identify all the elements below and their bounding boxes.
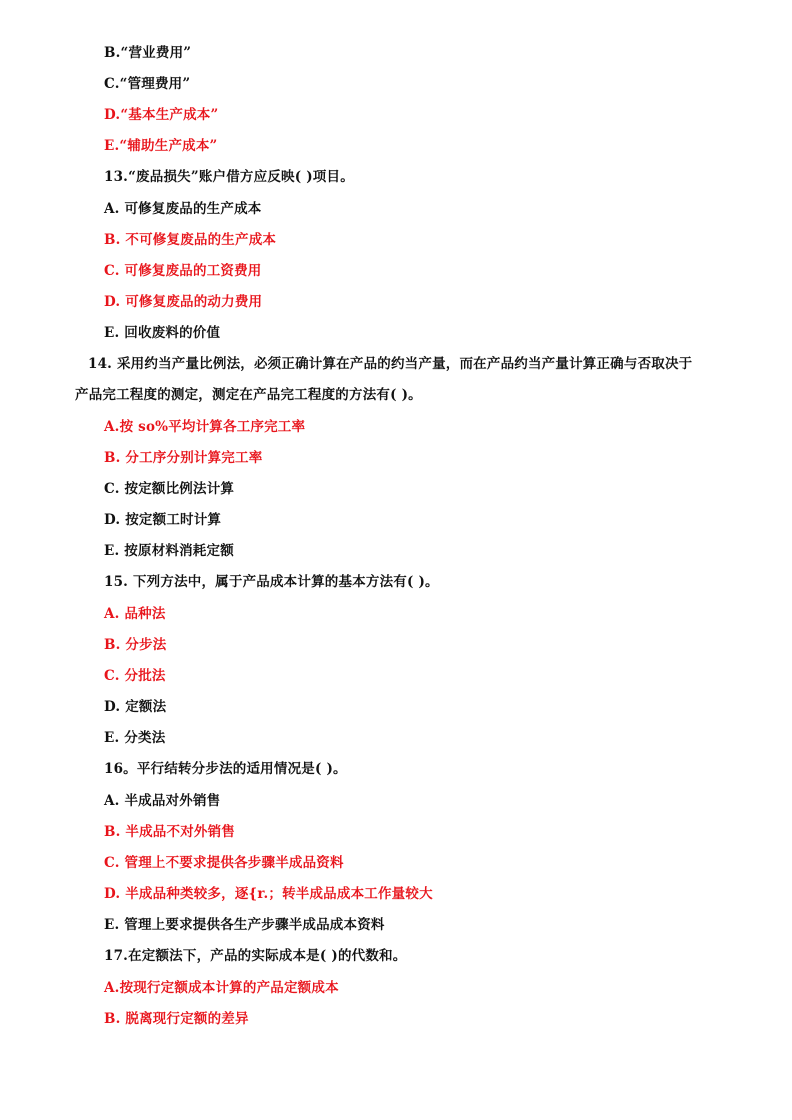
q13-option-e: E. 回收废料的价值 xyxy=(104,325,221,341)
answer-option-e-line: E.“辅助生产成本” xyxy=(104,138,218,154)
q17-option-a: A.按现行定额成本计算的产品定额成本 xyxy=(104,980,339,996)
q16-option-d: D. 半成品种类较多，逐{r.；转半成品成本工作量较大 xyxy=(104,886,433,902)
question-17: 17.在定额法下，产品的实际成本是( )的代数和。 xyxy=(104,948,407,964)
q14-option-d: D. 按定额工时计算 xyxy=(104,512,222,528)
q16-option-c: C. 管理上不要求提供各步骤半成品资料 xyxy=(104,855,344,871)
q13-option-c: C. 可修复废品的工资费用 xyxy=(104,263,262,279)
q15-option-c: C. 分批法 xyxy=(104,668,166,684)
q13-option-b: B. 不可修复废品的生产成本 xyxy=(104,232,277,248)
question-14-line-2: 产品完工程度的测定，测定在产品完工程度的方法有( )。 xyxy=(75,387,422,403)
q17-option-b: B. 脱离现行定额的差异 xyxy=(104,1011,249,1027)
question-15: 15. 下列方法中，属于产品成本计算的基本方法有( )。 xyxy=(104,574,439,590)
question-16: 16。平行结转分步法的适用情况是( )。 xyxy=(104,761,347,777)
q15-option-b: B. 分步法 xyxy=(104,637,167,653)
q14-option-b: B. 分工序分别计算完工率 xyxy=(104,450,263,466)
q15-option-d: D. 定额法 xyxy=(104,699,167,715)
question-13: 13.“废品损失”账户借方应反映( )项目。 xyxy=(104,169,354,185)
answer-option-d-line: D.“基本生产成本” xyxy=(104,107,219,123)
q13-option-a: A. 可修复废品的生产成本 xyxy=(104,201,262,217)
q14-option-c: C. 按定额比例法计算 xyxy=(104,481,235,497)
option-b-line: B.“营业费用” xyxy=(104,45,192,61)
q16-option-b: B. 半成品不对外销售 xyxy=(104,824,236,840)
q14-option-a: A.按 so%平均计算各工序完工率 xyxy=(104,419,306,435)
q14-option-e: E. 按原材料消耗定额 xyxy=(104,543,234,559)
option-c-line: C.“管理费用” xyxy=(104,76,191,92)
q16-option-e: E. 管理上要求提供各生产步骤半成品成本资料 xyxy=(104,917,385,933)
question-14-line-1: 14. 采用约当产量比例法，必须正确计算在产品的约当产量，而在产品约当产量计算正确与否取决于 xyxy=(88,356,693,372)
q16-option-a: A. 半成品对外销售 xyxy=(104,793,221,809)
q15-option-e: E. 分类法 xyxy=(104,730,166,746)
q15-option-a: A. 品种法 xyxy=(104,606,166,622)
q13-option-d: D. 可修复废品的动力费用 xyxy=(104,294,263,310)
